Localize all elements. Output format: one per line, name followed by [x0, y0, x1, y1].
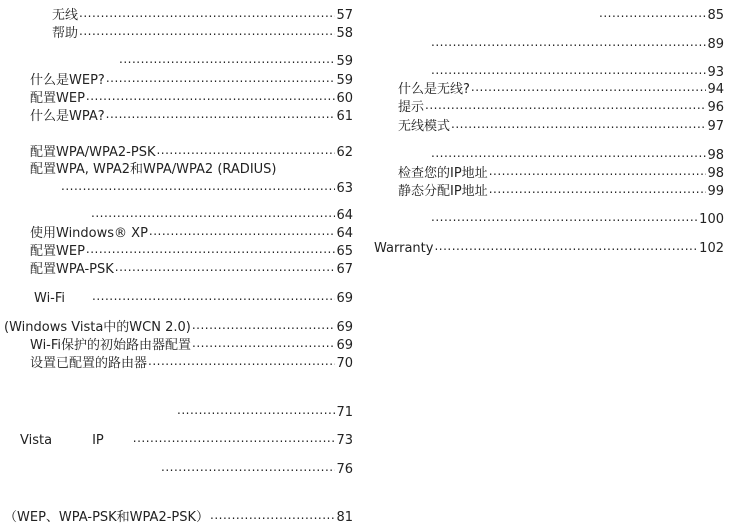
toc-entry-label: 配置WPA, WPA2和WPA/WPA2 (RADIUS): [30, 162, 277, 177]
toc-entry-page: 99: [707, 184, 724, 199]
toc-entry[interactable]: [430, 210, 724, 228]
toc-entry[interactable]: [160, 460, 353, 478]
toc-entry[interactable]: [52, 24, 353, 42]
toc-leader-dots: [489, 162, 707, 181]
toc-entry-page: 85: [707, 8, 724, 23]
toc-entry[interactable]: [30, 354, 353, 372]
toc-leader-dots: [431, 33, 706, 52]
toc-entry-page: 96: [707, 100, 724, 115]
toc-entry-label: （WEP、WPA-PSK和WPA2-PSK）: [4, 510, 210, 525]
toc-entry-page: 102: [699, 241, 724, 256]
toc-leader-dots: [471, 78, 707, 97]
toc-entry[interactable]: [398, 98, 724, 116]
toc-leader-dots: [434, 237, 698, 256]
toc-leader-dots: [192, 316, 336, 335]
toc-entry-label: 什么是WEP?: [30, 73, 105, 88]
toc-entry-label: 配置WEP: [30, 91, 85, 106]
toc-entry-page: 60: [336, 91, 353, 106]
toc-entry-label: 配置WEP: [30, 244, 85, 259]
toc-entry-page: 69: [336, 338, 353, 353]
toc-entry-page: 94: [707, 82, 724, 97]
toc-entry-label: Wi-Fi保护的初始路由器配置: [30, 338, 192, 353]
toc-leader-dots: [431, 144, 706, 163]
toc-entry-page: 59: [336, 54, 353, 69]
toc-entry[interactable]: [4, 508, 353, 526]
toc-leader-dots: [425, 96, 706, 115]
toc-leader-dots: [192, 334, 335, 353]
toc-entry-label: 设置已配置的路由器: [30, 356, 148, 371]
toc-entry-label: 配置WPA/WPA2-PSK: [30, 145, 156, 160]
toc-leader-dots: [79, 4, 335, 23]
toc-entry[interactable]: [30, 260, 353, 278]
toc-entry[interactable]: [176, 403, 353, 421]
toc-entry[interactable]: [430, 35, 724, 53]
toc-entry-page: 59: [336, 73, 353, 88]
toc-entry-label: Vista: [20, 433, 53, 448]
toc-entry-page: 63: [336, 181, 353, 196]
toc-leader-dots: [115, 258, 336, 277]
toc-entry-page: 73: [336, 433, 353, 448]
toc-leader-dots: [451, 115, 706, 134]
toc-entry-page: 81: [336, 510, 353, 525]
toc-entry-label: 静态分配IP地址: [398, 184, 488, 199]
toc-leader-dots: [210, 506, 335, 525]
toc-entry-page: 65: [336, 244, 353, 259]
toc-entry-page: 67: [336, 262, 353, 277]
toc-entry-label: 什么是无线?: [398, 82, 470, 97]
toc-leader-dots: [86, 240, 336, 259]
toc-leader-dots: [91, 204, 335, 223]
toc-leader-dots: [161, 458, 335, 477]
toc-entry[interactable]: [60, 179, 353, 197]
toc-entry[interactable]: [118, 52, 353, 70]
toc-entry-label: 帮助: [52, 26, 79, 41]
toc-entry[interactable]: [30, 107, 353, 125]
toc-entry[interactable]: [598, 6, 724, 24]
toc-leader-dots: [79, 22, 335, 41]
toc-leader-dots: [106, 105, 336, 124]
toc-leader-dots: [599, 4, 706, 23]
toc-entry-page: 61: [336, 109, 353, 124]
toc-entry[interactable]: [398, 117, 724, 135]
toc-entry-page: 97: [707, 119, 724, 134]
toc-entry-label: 无线: [52, 8, 79, 23]
toc-entry[interactable]: [374, 239, 724, 257]
toc-entry-label: 使用Windows® XP: [30, 226, 148, 241]
toc-entry-page: 62: [336, 145, 353, 160]
toc-entry-page: 70: [336, 356, 353, 371]
toc-leader-dots: [148, 352, 335, 371]
toc-entry-page: 57: [336, 8, 353, 23]
toc-entry-label: (Windows Vista中的WCN 2.0): [4, 320, 191, 335]
toc-entry-page: 69: [336, 320, 353, 335]
toc-entry-label: 配置WPA-PSK: [30, 262, 114, 277]
toc-leader-dots: [489, 180, 707, 199]
toc-leader-dots: [149, 222, 336, 241]
toc-entry-label: Wi-Fi: [34, 291, 66, 306]
toc-entry[interactable]: [30, 143, 353, 161]
toc-entry-page: 64: [336, 208, 353, 223]
toc-entry[interactable]: [20, 431, 353, 449]
toc-entry-label: 什么是WPA?: [30, 109, 105, 124]
toc-entry-page: 71: [336, 405, 353, 420]
toc-entry-page: 76: [336, 462, 353, 477]
toc-leader-dots: [119, 50, 335, 69]
toc-entry-page: 89: [707, 37, 724, 52]
toc-leader-dots: [61, 177, 335, 196]
toc-entry-page: 100: [699, 212, 724, 227]
toc-entry-page: 64: [336, 226, 353, 241]
toc-leader-dots: [177, 401, 335, 420]
toc-leader-dots: [86, 87, 336, 106]
toc-entry-page: 58: [336, 26, 353, 41]
toc-entry-label-ip: IP: [92, 433, 104, 448]
toc-leader-dots: [431, 208, 698, 227]
toc-entry-page: 69: [336, 291, 353, 306]
toc-leader-dots: [106, 69, 336, 88]
toc-entry-page: 98: [707, 166, 724, 181]
toc-entry[interactable]: [398, 182, 724, 200]
toc-entry-label: 无线模式: [398, 119, 451, 134]
toc-entry-label: 提示: [398, 100, 425, 115]
toc-entry-label: 检查您的IP地址: [398, 166, 488, 181]
toc-leader-dots: [156, 141, 335, 160]
toc-entry[interactable]: [34, 289, 353, 307]
toc-entry-label: Warranty: [374, 241, 434, 256]
toc-entry-page: 98: [707, 148, 724, 163]
toc-entry-page: 93: [707, 65, 724, 80]
toc-leader-dots: [133, 429, 336, 448]
toc-leader-dots: [92, 287, 335, 306]
